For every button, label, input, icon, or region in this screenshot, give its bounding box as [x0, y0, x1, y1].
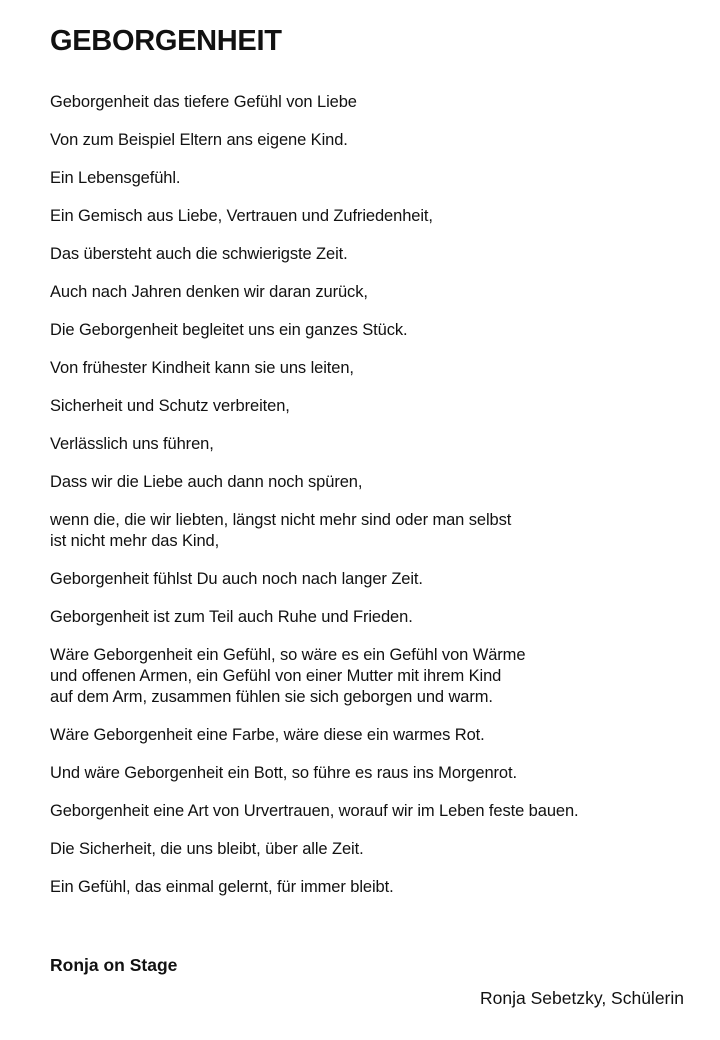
poem-line: Auch nach Jahren denken wir daran zurück,	[50, 283, 368, 301]
poem-line: Sicherheit und Schutz verbreiten,	[50, 397, 290, 415]
poem-stanza	[50, 130, 700, 151]
poem-stanza	[50, 839, 700, 860]
poem-line: Ein Gefühl, das einmal gelernt, für immer bleibt.	[50, 878, 394, 896]
poem-line: Geborgenheit ist zum Teil auch Ruhe und Frieden.	[50, 608, 413, 626]
poem-stanza	[50, 510, 700, 552]
author-credit: Ronja Sebetzky, Schülerin	[480, 988, 684, 1008]
poem-line: wenn die, die wir liebten, längst nicht mehr sind oder man selbst	[50, 511, 512, 529]
poem-stanza	[50, 472, 700, 493]
poem-body	[50, 92, 700, 898]
poem-stanza	[50, 763, 700, 784]
poem-line: Wäre Geborgenheit eine Farbe, wäre diese ein warmes Rot.	[50, 726, 485, 744]
poem-line: auf dem Arm, zusammen fühlen sie sich geborgen und warm.	[50, 688, 493, 706]
poem-line: Wäre Geborgenheit ein Gefühl, so wäre es ein Gefühl von Wärme	[50, 646, 526, 664]
poem-line: Und wäre Geborgenheit ein Bott, so führe es raus ins Morgenrot.	[50, 764, 517, 782]
poem-stanza	[50, 801, 700, 822]
poem-stanza	[50, 645, 700, 708]
poem-stanza	[50, 725, 700, 746]
poem-line: Geborgenheit fühlst Du auch noch nach langer Zeit.	[50, 570, 423, 588]
poem-line: Ein Gemisch aus Liebe, Vertrauen und Zufriedenheit,	[50, 207, 433, 225]
poem-stanza	[50, 168, 700, 189]
poem-line: Die Geborgenheit begleitet uns ein ganzes Stück.	[50, 321, 408, 339]
poem-line: Geborgenheit das tiefere Gefühl von Liebe	[50, 93, 357, 111]
poem-stanza	[50, 358, 700, 379]
poem-stanza	[50, 569, 700, 590]
poem-stanza	[50, 206, 700, 227]
poem-stanza	[50, 92, 700, 113]
poem-stanza	[50, 320, 700, 341]
poem-line: Dass wir die Liebe auch dann noch spüren,	[50, 473, 363, 491]
poem-stanza	[50, 434, 700, 455]
poem-line: Von frühester Kindheit kann sie uns leiten,	[50, 359, 354, 377]
poem-stanza	[50, 244, 700, 265]
poem-line: Die Sicherheit, die uns bleibt, über alle Zeit.	[50, 840, 364, 858]
poem-stanza	[50, 396, 700, 417]
poem-title: GEBORGENHEIT	[50, 25, 282, 57]
poem-stanza	[50, 607, 700, 628]
poem-line: Von zum Beispiel Eltern ans eigene Kind.	[50, 131, 348, 149]
section-heading: Ronja on Stage	[50, 955, 178, 975]
poem-line: Das übersteht auch die schwierigste Zeit.	[50, 245, 348, 263]
poem-line: Geborgenheit eine Art von Urvertrauen, worauf wir im Leben feste bauen.	[50, 802, 579, 820]
poem-line: und offenen Armen, ein Gefühl von einer Mutter mit ihrem Kind	[50, 667, 502, 685]
poem-line: Verlässlich uns führen,	[50, 435, 214, 453]
poem-stanza	[50, 282, 700, 303]
poem-stanza	[50, 877, 700, 898]
poem-line: ist nicht mehr das Kind,	[50, 532, 220, 550]
poem-line: Ein Lebensgefühl.	[50, 169, 181, 187]
